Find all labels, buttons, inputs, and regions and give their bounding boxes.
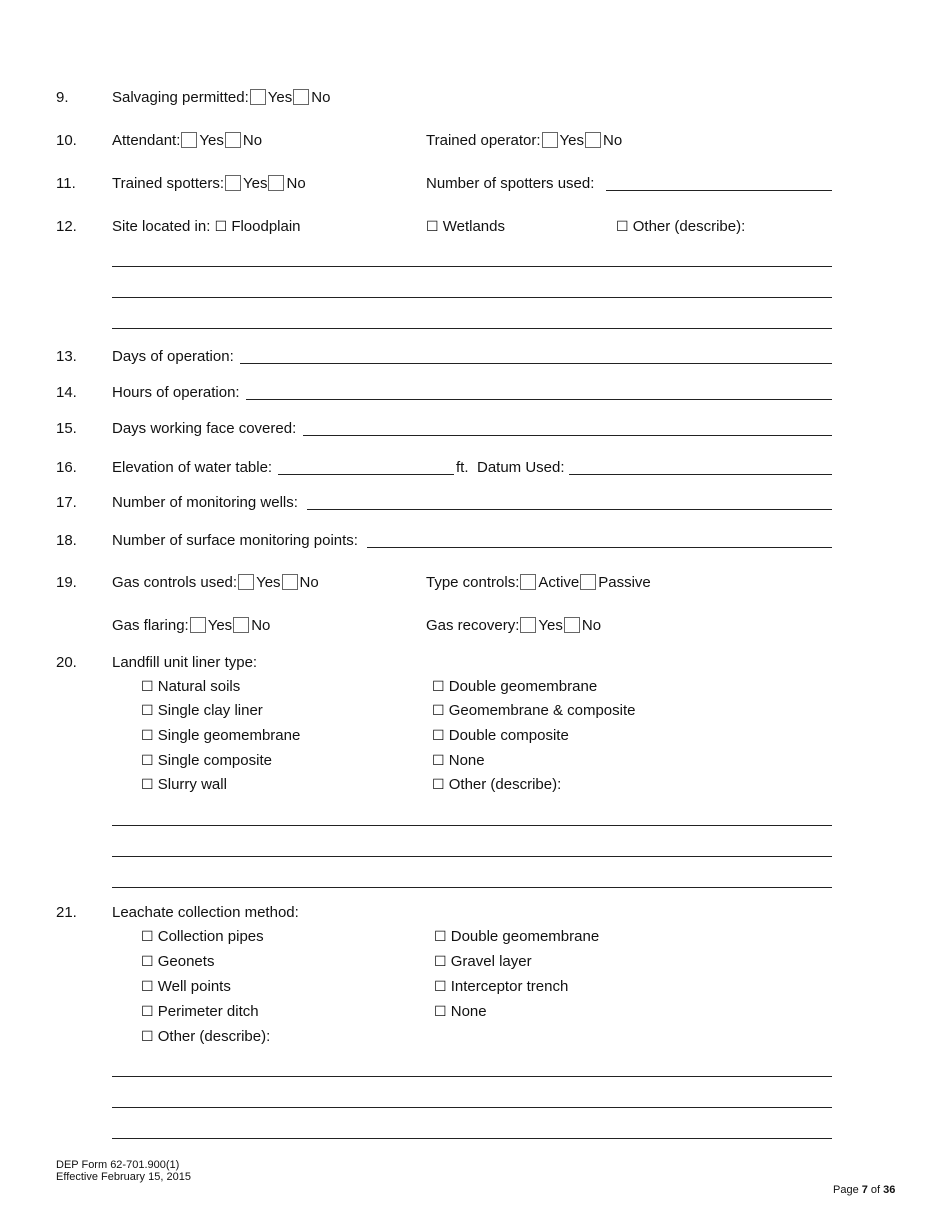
- leachate-checkbox[interactable]: ☐: [141, 1003, 154, 1019]
- liner-option: [141, 678, 240, 695]
- gas-flaring-row: [112, 617, 270, 634]
- spotters-used-field[interactable]: [606, 190, 832, 191]
- hours-operation-field[interactable]: [246, 399, 832, 400]
- no-label: No: [603, 132, 623, 149]
- liner-option-label: Single composite: [157, 752, 272, 769]
- item-number: 20.: [56, 654, 77, 671]
- gas-flaring-label: Gas flaring:: [112, 617, 189, 634]
- liner-checkbox[interactable]: ☐: [432, 702, 445, 718]
- liner-option-label: Single geomembrane: [157, 727, 301, 744]
- liner-option: [432, 752, 485, 769]
- item-number: 14.: [56, 384, 77, 401]
- liner-option-label: Other (describe):: [448, 776, 562, 793]
- liner-option-label: Geomembrane & composite: [448, 702, 636, 719]
- no-label: No: [242, 132, 263, 149]
- liner-option: [432, 702, 636, 719]
- liner-checkbox[interactable]: ☐: [432, 752, 445, 768]
- active-label: Active: [538, 574, 580, 591]
- yes-label: Yes: [538, 617, 563, 634]
- item-number: 17.: [56, 494, 77, 511]
- leachate-describe-line[interactable]: [112, 1107, 832, 1108]
- leachate-option-label: Other (describe):: [157, 1028, 271, 1045]
- leachate-option-label: Perimeter ditch: [157, 1003, 259, 1020]
- floodplain-label: Floodplain: [231, 218, 301, 235]
- leachate-describe-line[interactable]: [112, 1138, 832, 1139]
- liner-checkbox[interactable]: ☐: [141, 702, 154, 718]
- site-located-label: Site located in:: [112, 218, 211, 235]
- salvaging-label: Salvaging permitted:: [112, 89, 249, 106]
- trained-spotters-yes-checkbox[interactable]: [225, 175, 241, 191]
- liner-option-label: Double geomembrane: [448, 678, 598, 695]
- gas-recovery-row: [426, 617, 601, 634]
- trained-spotters-row: [112, 175, 306, 192]
- gas-controls-label: Gas controls used:: [112, 574, 238, 591]
- page-of: of: [867, 1184, 884, 1196]
- attendant-yes-checkbox[interactable]: [181, 132, 197, 148]
- monitoring-wells-field[interactable]: [307, 509, 832, 510]
- liner-option-label: Double composite: [448, 727, 569, 744]
- leachate-option: [434, 928, 599, 945]
- floodplain-checkbox[interactable]: ☐: [214, 218, 228, 234]
- leachate-option: [141, 1028, 270, 1045]
- yes-label: Yes: [207, 617, 233, 634]
- liner-option: [141, 776, 227, 793]
- form-number: DEP Form 62-701.900(1): [56, 1159, 180, 1171]
- yes-label: Yes: [559, 132, 584, 149]
- liner-option-label: Slurry wall: [157, 776, 227, 793]
- type-controls-row: [426, 574, 651, 591]
- liner-checkbox[interactable]: ☐: [432, 727, 445, 743]
- trained-operator-label: Trained operator:: [426, 132, 541, 149]
- wetlands-checkbox[interactable]: ☐: [426, 218, 439, 234]
- leachate-option: [141, 978, 231, 995]
- days-covered-label: Days working face covered:: [112, 420, 297, 437]
- trained-spotters-no-checkbox[interactable]: [268, 175, 284, 191]
- ft-unit: ft.: [456, 459, 469, 476]
- leachate-option-label: Gravel layer: [450, 953, 532, 970]
- active-checkbox[interactable]: [520, 574, 536, 590]
- item-number: 11.: [56, 175, 76, 192]
- spotters-used-label: Number of spotters used:: [426, 175, 595, 192]
- site-describe-line[interactable]: [112, 328, 832, 329]
- effective-date: Effective February 15, 2015: [56, 1171, 191, 1183]
- item-number: 13.: [56, 348, 77, 365]
- liner-describe-line[interactable]: [112, 856, 832, 857]
- leachate-option: [434, 1003, 487, 1020]
- leachate-checkbox[interactable]: ☐: [141, 953, 154, 969]
- leachate-describe-line[interactable]: [112, 1076, 832, 1077]
- leachate-option-label: Well points: [157, 978, 231, 995]
- leachate-checkbox[interactable]: ☐: [434, 1003, 447, 1019]
- liner-option: [432, 727, 569, 744]
- item-number: 9.: [56, 89, 69, 106]
- liner-checkbox[interactable]: ☐: [141, 678, 154, 694]
- liner-option-label: Natural soils: [157, 678, 241, 695]
- page-number: 7: [861, 1184, 868, 1196]
- leachate-checkbox[interactable]: ☐: [141, 928, 154, 944]
- trained-operator-no-checkbox[interactable]: [585, 132, 601, 148]
- leachate-option: [141, 928, 264, 945]
- datum-label: Datum Used:: [477, 459, 565, 476]
- leachate-option: [434, 953, 532, 970]
- item-number: 19.: [56, 574, 77, 591]
- leachate-option-label: Interceptor trench: [450, 978, 569, 995]
- liner-option: [141, 752, 272, 769]
- gas-recovery-yes-checkbox[interactable]: [520, 617, 536, 633]
- attendant-no-checkbox[interactable]: [225, 132, 241, 148]
- leachate-option-label: Collection pipes: [157, 928, 264, 945]
- wetlands-label: Wetlands: [442, 218, 505, 235]
- item-number: 15.: [56, 420, 77, 437]
- site-located-row: [112, 218, 301, 235]
- leachate-checkbox[interactable]: ☐: [434, 928, 447, 944]
- salvaging-row: [112, 89, 330, 106]
- leachate-option: [141, 1003, 259, 1020]
- surface-points-label: Number of surface monitoring points:: [112, 532, 358, 549]
- gas-recovery-no-checkbox[interactable]: [564, 617, 580, 633]
- liner-option: [432, 776, 561, 793]
- trained-spotters-label: Trained spotters:: [112, 175, 224, 192]
- type-controls-label: Type controls:: [426, 574, 520, 591]
- days-operation-label: Days of operation:: [112, 348, 234, 365]
- attendant-label: Attendant:: [112, 132, 181, 149]
- liner-describe-line[interactable]: [112, 825, 832, 826]
- liner-option: [141, 702, 263, 719]
- passive-label: Passive: [598, 574, 651, 591]
- item-number: 16.: [56, 459, 77, 476]
- salvaging-yes-checkbox[interactable]: [250, 89, 266, 105]
- gas-controls-no-checkbox[interactable]: [282, 574, 298, 590]
- water-table-label: Elevation of water table:: [112, 459, 273, 476]
- no-label: No: [311, 89, 331, 106]
- other-site-option: [616, 218, 745, 235]
- liner-checkbox[interactable]: ☐: [141, 776, 154, 792]
- liner-option: [141, 727, 300, 744]
- trained-operator-yes-checkbox[interactable]: [542, 132, 558, 148]
- liner-option-label: None: [448, 752, 485, 769]
- liner-option-label: Single clay liner: [157, 702, 263, 719]
- page-prefix: Page: [833, 1184, 862, 1196]
- hours-operation-label: Hours of operation:: [112, 384, 240, 401]
- wetlands-option: [426, 218, 505, 235]
- leachate-option-label: Geonets: [157, 953, 215, 970]
- leachate-label: Leachate collection method:: [112, 904, 299, 921]
- no-label: No: [251, 617, 271, 634]
- days-covered-field[interactable]: [303, 435, 832, 436]
- page-indicator: [833, 1184, 895, 1197]
- surface-points-field[interactable]: [367, 547, 832, 548]
- water-table-field[interactable]: [278, 474, 454, 475]
- yes-label: Yes: [267, 89, 293, 106]
- monitoring-wells-label: Number of monitoring wells:: [112, 494, 298, 511]
- other-site-label: Other (describe):: [632, 218, 746, 235]
- liner-checkbox[interactable]: ☐: [141, 752, 154, 768]
- liner-type-label: Landfill unit liner type:: [112, 654, 258, 671]
- item-number: 10.: [56, 132, 77, 149]
- leachate-option-label: Double geomembrane: [450, 928, 600, 945]
- leachate-checkbox[interactable]: ☐: [434, 953, 447, 969]
- no-label: No: [581, 617, 602, 634]
- leachate-checkbox[interactable]: ☐: [434, 978, 447, 994]
- yes-label: Yes: [256, 574, 281, 591]
- liner-checkbox[interactable]: ☐: [141, 727, 154, 743]
- gas-flaring-yes-checkbox[interactable]: [190, 617, 206, 633]
- no-label: No: [286, 175, 306, 192]
- item-number: 18.: [56, 532, 77, 549]
- gas-controls-row: [112, 574, 319, 591]
- gas-flaring-no-checkbox[interactable]: [233, 617, 249, 633]
- other-site-checkbox[interactable]: ☐: [616, 218, 629, 234]
- liner-describe-line[interactable]: [112, 887, 832, 888]
- leachate-checkbox[interactable]: ☐: [141, 978, 154, 994]
- salvaging-no-checkbox[interactable]: [293, 89, 309, 105]
- site-describe-line[interactable]: [112, 297, 832, 298]
- liner-checkbox[interactable]: ☐: [432, 678, 445, 694]
- trained-operator-row: [426, 132, 622, 149]
- leachate-option: [141, 953, 214, 970]
- site-describe-line[interactable]: [112, 266, 832, 267]
- yes-label: Yes: [243, 175, 268, 192]
- gas-controls-yes-checkbox[interactable]: [238, 574, 254, 590]
- leachate-checkbox[interactable]: ☐: [141, 1028, 154, 1044]
- page-total: 36: [883, 1184, 896, 1196]
- item-number: 12.: [56, 218, 77, 235]
- days-operation-field[interactable]: [240, 363, 832, 364]
- item-number: 21.: [56, 904, 77, 921]
- liner-checkbox[interactable]: ☐: [432, 776, 445, 792]
- liner-option: [432, 678, 597, 695]
- leachate-option: [434, 978, 568, 995]
- leachate-option-label: None: [450, 1003, 487, 1020]
- datum-field[interactable]: [569, 474, 832, 475]
- no-label: No: [299, 574, 319, 591]
- passive-checkbox[interactable]: [580, 574, 596, 590]
- yes-label: Yes: [199, 132, 224, 149]
- attendant-row: [112, 132, 262, 149]
- gas-recovery-label: Gas recovery:: [426, 617, 520, 634]
